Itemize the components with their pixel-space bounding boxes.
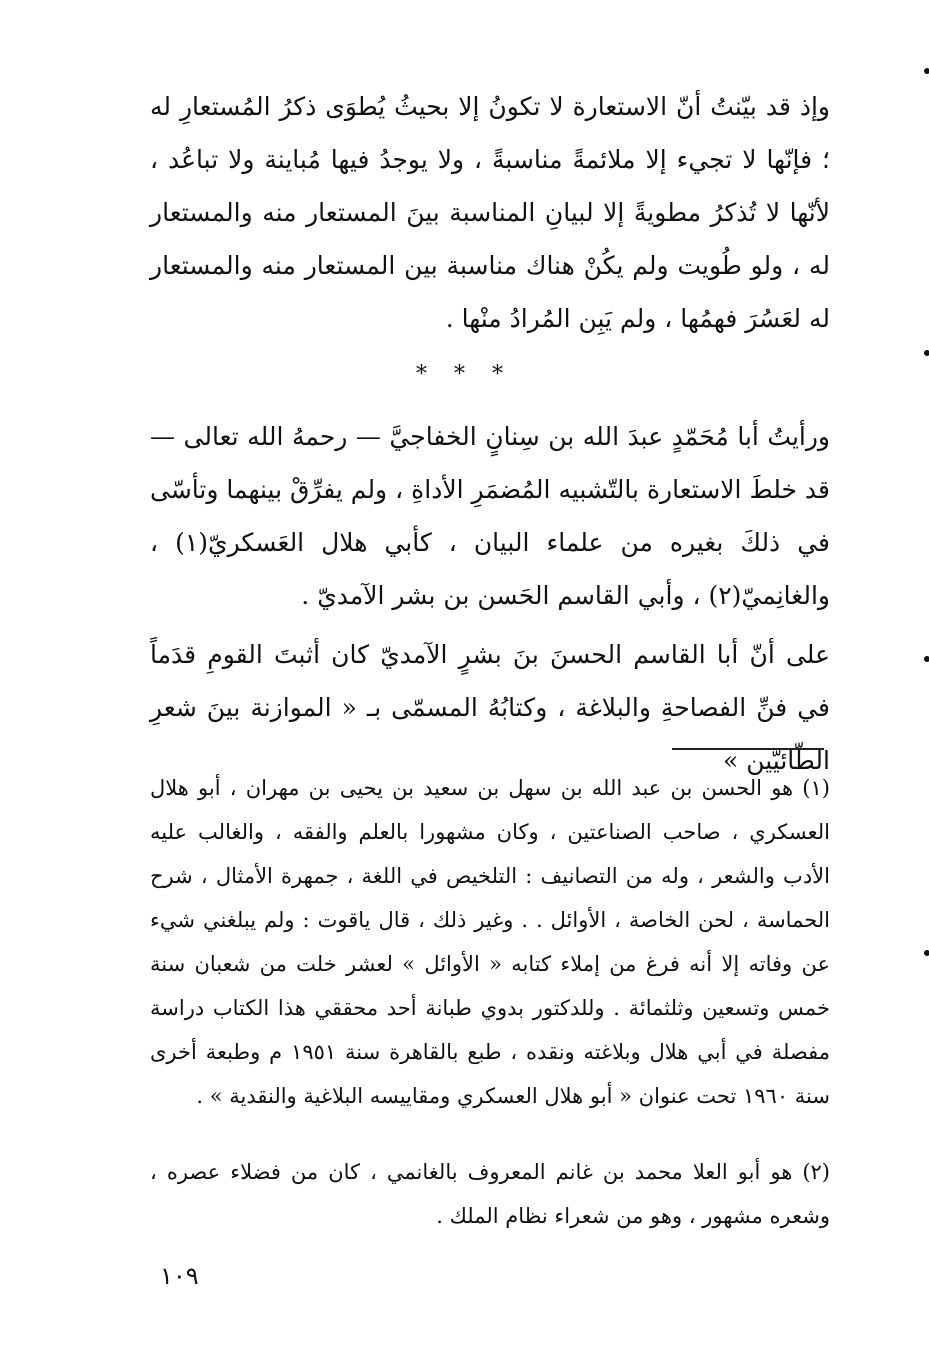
section-separator: * * * xyxy=(416,362,513,387)
footnote-2: (٢) هو أبو العلا محمد بن غانم المعروف بالغانمي ، كان من فضلاء عصره ، وشعره مشهور ، وهو من شعراء نظام الملك . xyxy=(150,1160,830,1228)
margin-mark xyxy=(924,68,929,74)
paragraph-khafaji: ورأيتُ أبا مُحَمّدٍ عبدَ الله بن سِنانٍ الخفاجيَّ — رحمهُ الله تعالى — قد خلطَ الاستعارة بالتّشبيه المُضمَرِ الأداةِ ، ولم يفرِّقْ بينهما وتأسّى في ذلكَ بغيره من علماء البيان ، كأبي هلال العَسكريّ(١) ، والغانِميّ(٢) ، وأبي القاسم الحَسن بن بشر الآمديّ . xyxy=(150,422,830,610)
margin-mark xyxy=(924,950,929,956)
footnote-1: (١) هو الحسن بن عبد الله بن سهل بن سعيد بن يحيى بن مهران ، أبو هلال العسكري ، صاحب الصناعتين ، وكان مشهورا بالعلم والفقه ، والغالب عليه الأدب والشعر ، وله من التصانيف : التلخيص في اللغة ، جمهرة الأمثال ، شرح الحماسة ، لحن الخاصة ، الأوائل . . وغير ذلك ، قال ياقوت : ولم يبلغني شيء عن وفاته إلا أنه فرغ من إملاء كتابه « الأوائل » لعشر خلت من شعبان سنة خمس وتسعين وثلثمائة . وللدكتور بدوي طبانة أحد محققي هذا الكتاب دراسة مفصلة في أبي هلال وبلاغته ونقده ، طبع بالقاهرة سنة ١٩٥١ م وطبعة أخرى سنة ١٩٦٠ تحت عنوان « أبو هلال العسكري ومقاييسه البلاغية والنقدية » . xyxy=(150,776,831,1108)
footnote-divider xyxy=(672,748,824,750)
paragraph-metaphor-definition: وإذ قد بيّنتُ أنّ الاستعارة لا تكونُ إلا بحيثُ يُطوَى ذكرُ المُستعارِ له ؛ فإنّها لا تجيء إلا ملائمةً مناسبةً ، ولا يوجدُ فيها مُباينة ولا تباعُد ، لأنّها لا تُذكرُ مطويةً إلا لبيانِ المناسبة بينَ المستعار منه والمستعار له ، ولو طُويت ولم يكُنْ هناك مناسبة بين المستعار منه والمستعار له لعَسُرَ فهمُها ، ولم يَبِن المُرادُ منْها . xyxy=(150,92,830,333)
margin-mark xyxy=(924,656,929,662)
page-number: ١٠٩ xyxy=(160,1262,199,1290)
paragraph-amidi: على أنّ أبا القاسم الحسنَ بنَ بشرٍ الآمديّ كان أثبتَ القومِ قدَماً في فنِّ الفصاحةِ والبلاغة ، وكتابُهُ المسمّى بـ « الموازنة بينَ شعرِ الطّائيّين » xyxy=(150,640,830,775)
margin-mark xyxy=(924,350,929,356)
